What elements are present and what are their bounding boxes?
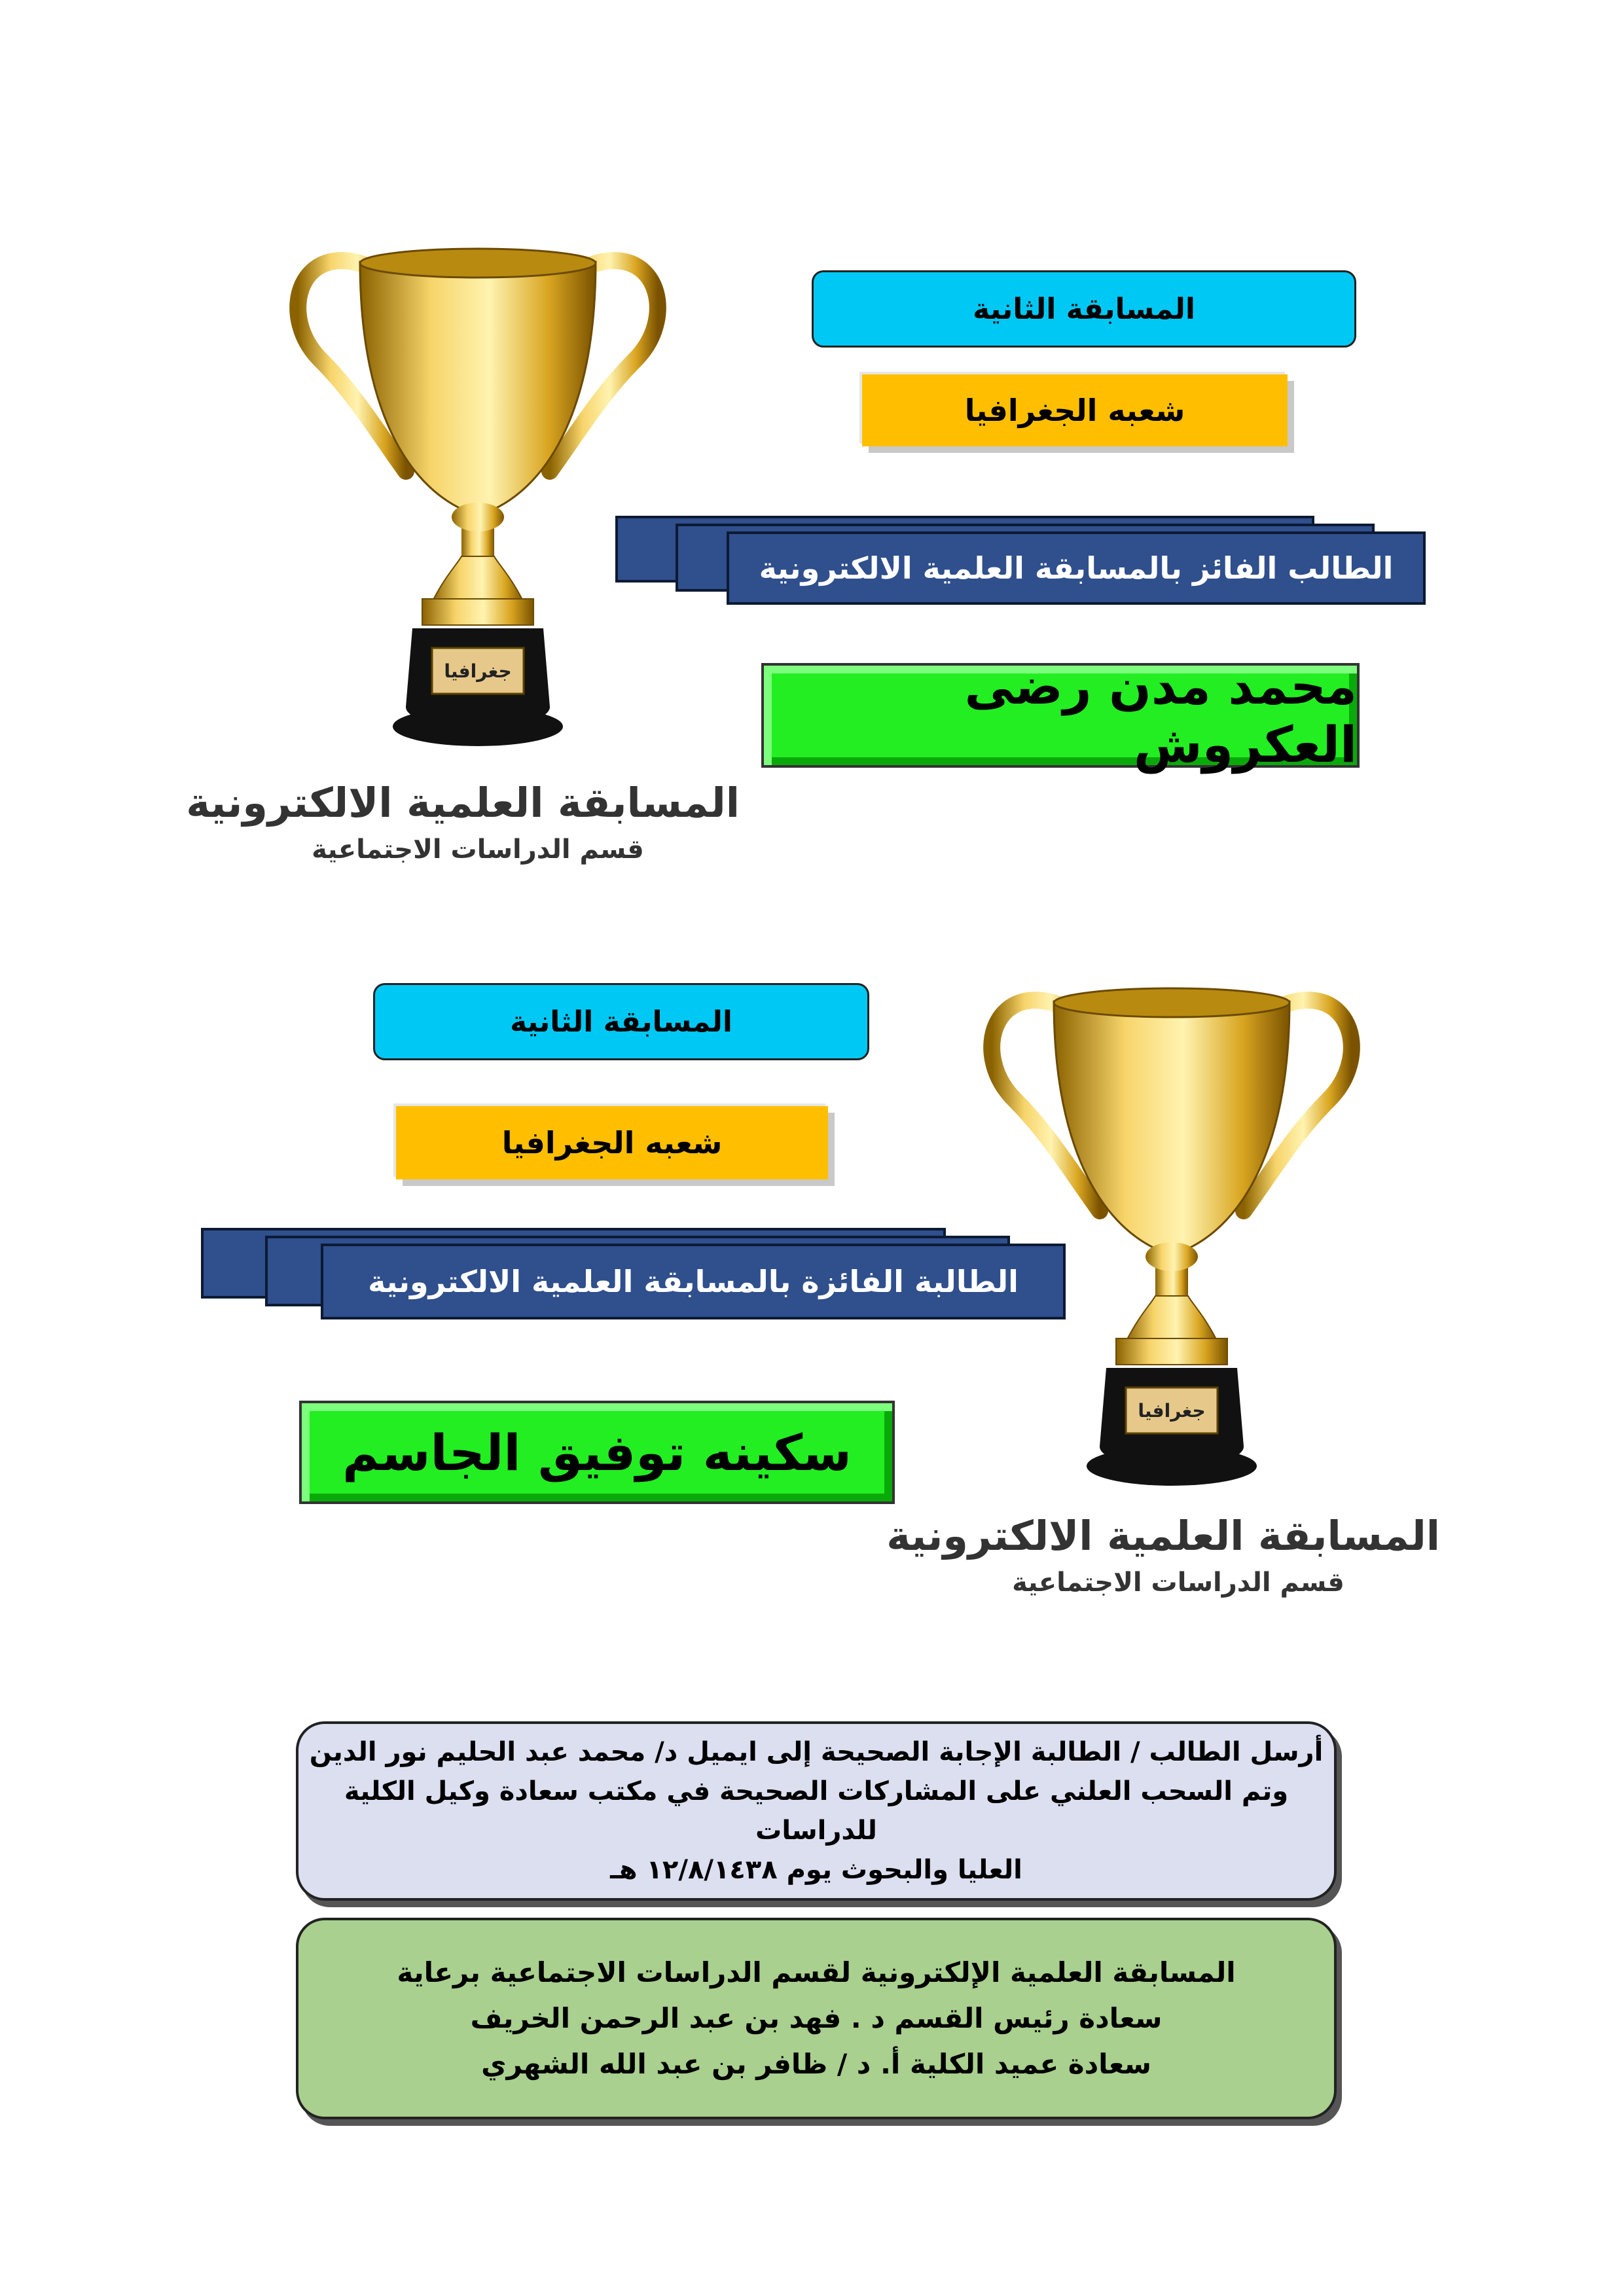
- award-1: [0, 0, 1624, 903]
- sponsors-box: [296, 1918, 1337, 2119]
- trophy-caption-subtitle: قسم الدراسات الاجتماعية: [312, 834, 644, 865]
- trophy-plaque: جغرافيا: [444, 660, 512, 682]
- trophy-1: [275, 209, 681, 785]
- competition-label: المسابقة الثانية: [812, 270, 1356, 348]
- trophy-plaque: جغرافيا: [1138, 1399, 1206, 1422]
- trophy-caption-subtitle: قسم الدراسات الاجتماعية: [1012, 1568, 1344, 1598]
- winner-name: سكينه توفيق الجاسم: [299, 1401, 895, 1504]
- competition-label: المسابقة الثانية: [373, 983, 869, 1060]
- notice-line-2: وتم السحب العلني على المشاركات الصحيحة في مكتب سعادة وكيل الكلية للدراسات: [344, 1776, 1289, 1846]
- sponsors-line-1: المسابقة العلمية الإلكترونية لقسم الدراسات الاجتماعية برعاية: [397, 1956, 1236, 1988]
- notice-line-1: أرسل الطالب / الطالبة الإجابة الصحيحة إلى ايميل د/ محمد عبد الحليم نور الدين: [309, 1737, 1324, 1767]
- award-2: [0, 903, 1624, 1636]
- winner-label: الطالب الفائز بالمسابقة العلمية الالكترونية: [727, 531, 1426, 605]
- trophy-2: [969, 949, 1375, 1525]
- trophy-cup-icon: [275, 209, 681, 785]
- notice-box: [296, 1721, 1337, 1901]
- winner-label: الطالبة الفائزة بالمسابقة العلمية الالكترونية: [321, 1244, 1066, 1319]
- sponsors-line-3: سعادة عميد الكلية أ. د / ظافر بن عبد الله الشهري: [481, 2048, 1151, 2080]
- trophy-cup-icon: [969, 949, 1375, 1525]
- sponsors-line-2: سعادة رئيس القسم د . فهد بن عبد الرحمن الخريف: [470, 2002, 1163, 2034]
- section-label: شعبه الجغرافيا: [862, 374, 1288, 446]
- trophy-caption-title: المسابقة العلمية الالكترونية: [186, 779, 740, 827]
- section-label: شعبه الجغرافيا: [396, 1106, 828, 1179]
- notice-line-3: العليا والبحوث يوم ١٢/٨/١٤٣٨ هـ: [610, 1855, 1022, 1885]
- winner-name: محمد مدن رضى العكروش: [761, 663, 1360, 768]
- trophy-caption-title: المسابقة العلمية الالكترونية: [886, 1512, 1440, 1560]
